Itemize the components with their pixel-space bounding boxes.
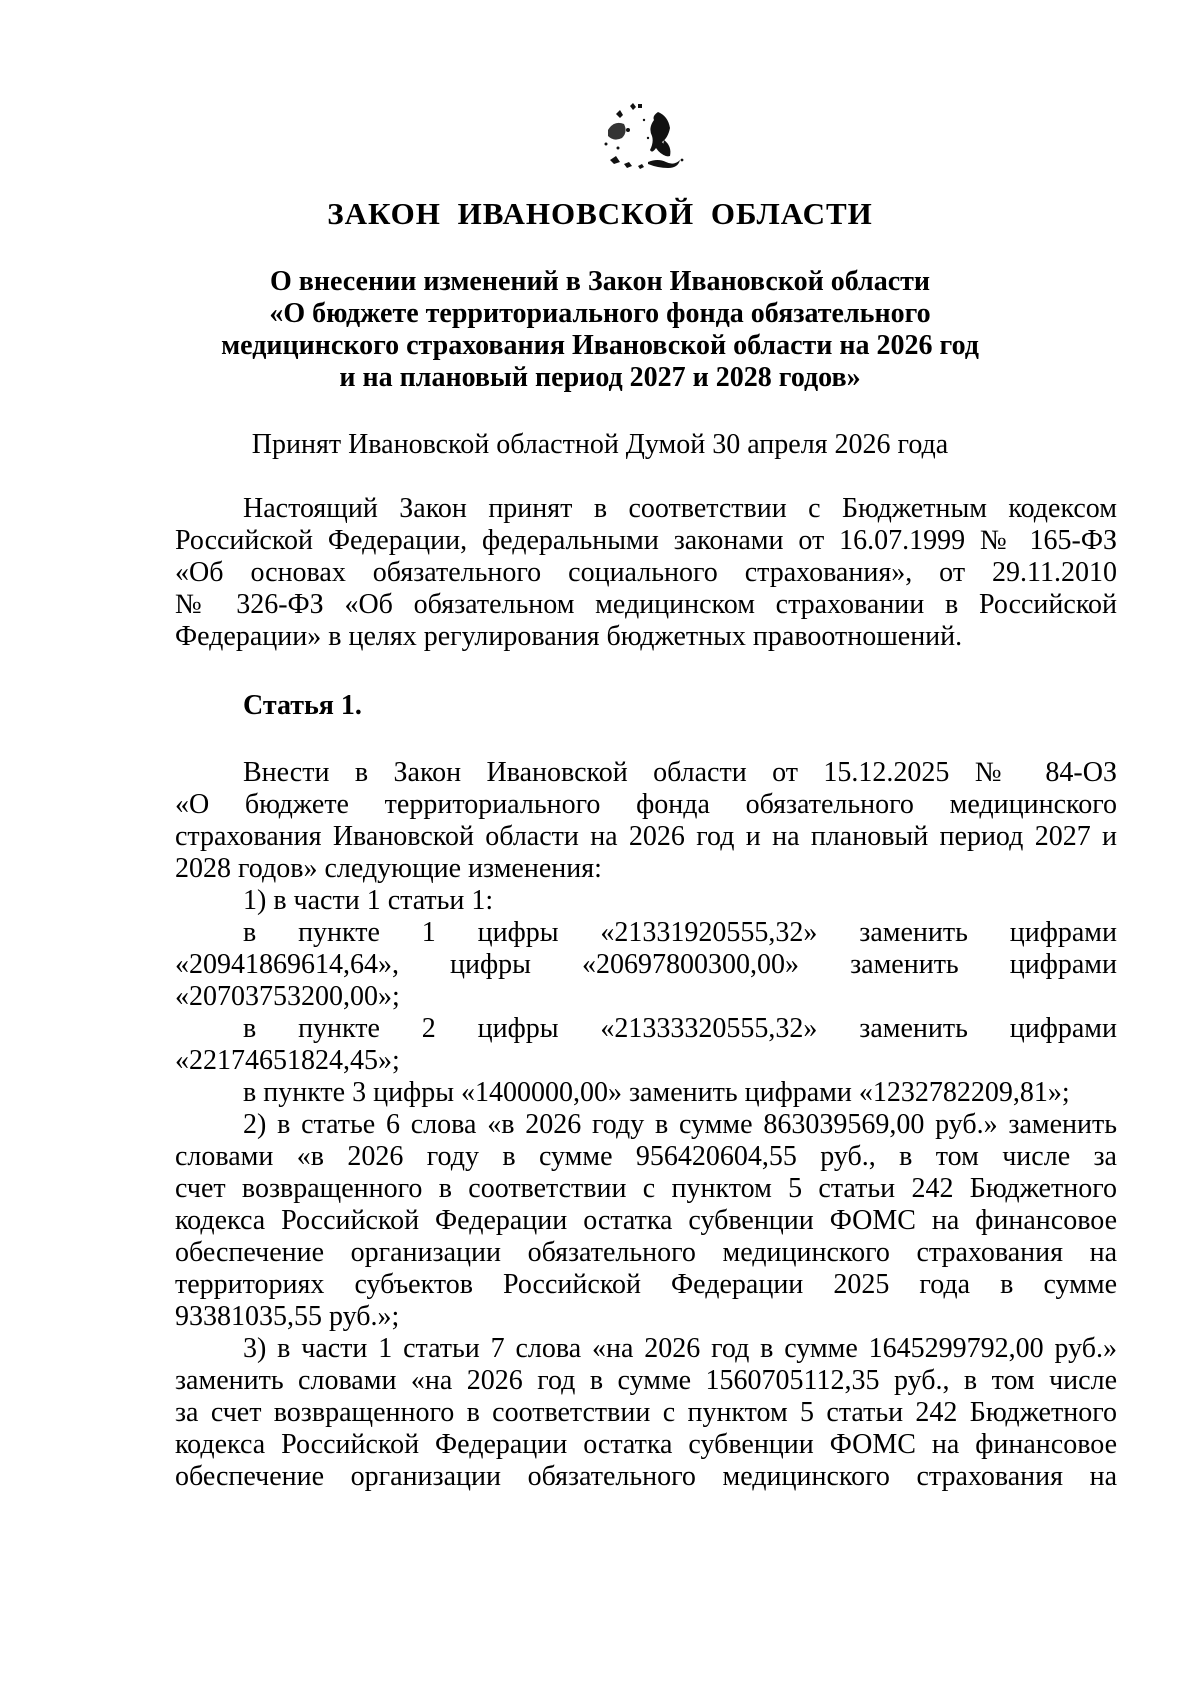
text-line: страхования Ивановской области на 2026 год и на плановый период 2027 и	[175, 821, 1117, 852]
text-line: № 326-ФЗ «Об обязательном медицинском страховании в Российской	[175, 589, 1117, 620]
article-heading: Статья 1.	[243, 690, 362, 721]
subtitle-line: «О бюджете территориального фонда обязательного	[269, 298, 931, 329]
text-line: в пункте 1 цифры «21331920555,32» заменить цифрами	[243, 917, 1117, 948]
text-line: обеспечение организации обязательного медицинского страхования на	[175, 1237, 1117, 1268]
text-line: 3) в части 1 статьи 7 слова «на 2026 год в сумме 1645299792,00 руб.»	[243, 1333, 1117, 1364]
text-line: за счет возвращенного в соответствии с пунктом 5 статьи 242 Бюджетного	[175, 1397, 1117, 1428]
text-line: «О бюджете территориального фонда обязательного медицинского	[175, 789, 1117, 820]
text-line: 2) в статье 6 слова «в 2026 году в сумме 863039569,00 руб.» заменить	[243, 1109, 1117, 1140]
text-line: словами «в 2026 году в сумме 956420604,55 руб., в том числе за	[175, 1141, 1117, 1172]
document-title: ЗАКОН ИВАНОВСКОЙ ОБЛАСТИ	[327, 196, 873, 231]
text-line: 1) в части 1 статьи 1:	[243, 885, 494, 916]
text-line: «22174651824,45»;	[175, 1045, 400, 1076]
text-line: в пункте 2 цифры «21333320555,32» заменить цифрами	[243, 1013, 1117, 1044]
text-line: Российской Федерации, федеральными законами от 16.07.1999 № 165-ФЗ	[175, 525, 1117, 556]
subtitle-line: и на плановый период 2027 и 2028 годов»	[339, 362, 861, 393]
text-line: Настоящий Закон принят в соответствии с Бюджетным кодексом	[243, 493, 1117, 524]
coat-of-arms-emblem	[598, 100, 690, 180]
subtitle-line: О внесении изменений в Закон Ивановской области	[269, 266, 931, 297]
text-line: «Об основах обязательного социального страхования», от 29.11.2010	[175, 557, 1117, 588]
text-line: Внести в Закон Ивановской области от 15.12.2025 № 84-ОЗ	[243, 757, 1117, 788]
text-line: обеспечение организации обязательного медицинского страхования на	[175, 1461, 1117, 1492]
preamble-paragraph	[175, 493, 1117, 653]
text-line: в пункте 3 цифры «1400000,00» заменить цифрами «1232782209,81»;	[243, 1077, 1070, 1108]
article-body	[175, 757, 1117, 1493]
text-line: 93381035,55 руб.»;	[175, 1301, 400, 1332]
subtitle-line: медицинского страхования Ивановской области на 2026 год	[221, 330, 979, 361]
adoption-note: Принят Ивановской областной Думой 30 апреля 2026 года	[251, 429, 949, 460]
text-line: «20703753200,00»;	[175, 981, 400, 1012]
text-line: 2028 годов» следующие изменения:	[175, 853, 602, 884]
text-line: территориях субъектов Российской Федерации 2025 года в сумме	[175, 1269, 1117, 1300]
text-line: Федерации» в целях регулирования бюджетных правоотношений.	[175, 621, 963, 652]
text-line: кодекса Российской Федерации остатка субвенции ФОМС на финансовое	[175, 1429, 1117, 1460]
text-line: кодекса Российской Федерации остатка субвенции ФОМС на финансовое	[175, 1205, 1117, 1236]
text-line: счет возвращенного в соответствии с пунктом 5 статьи 242 Бюджетного	[175, 1173, 1117, 1204]
text-line: заменить словами «на 2026 год в сумме 1560705112,35 руб., в том числе	[175, 1365, 1117, 1396]
document-subtitle	[0, 266, 1200, 394]
text-line: «20941869614,64», цифры «20697800300,00» заменить цифрами	[175, 949, 1117, 980]
